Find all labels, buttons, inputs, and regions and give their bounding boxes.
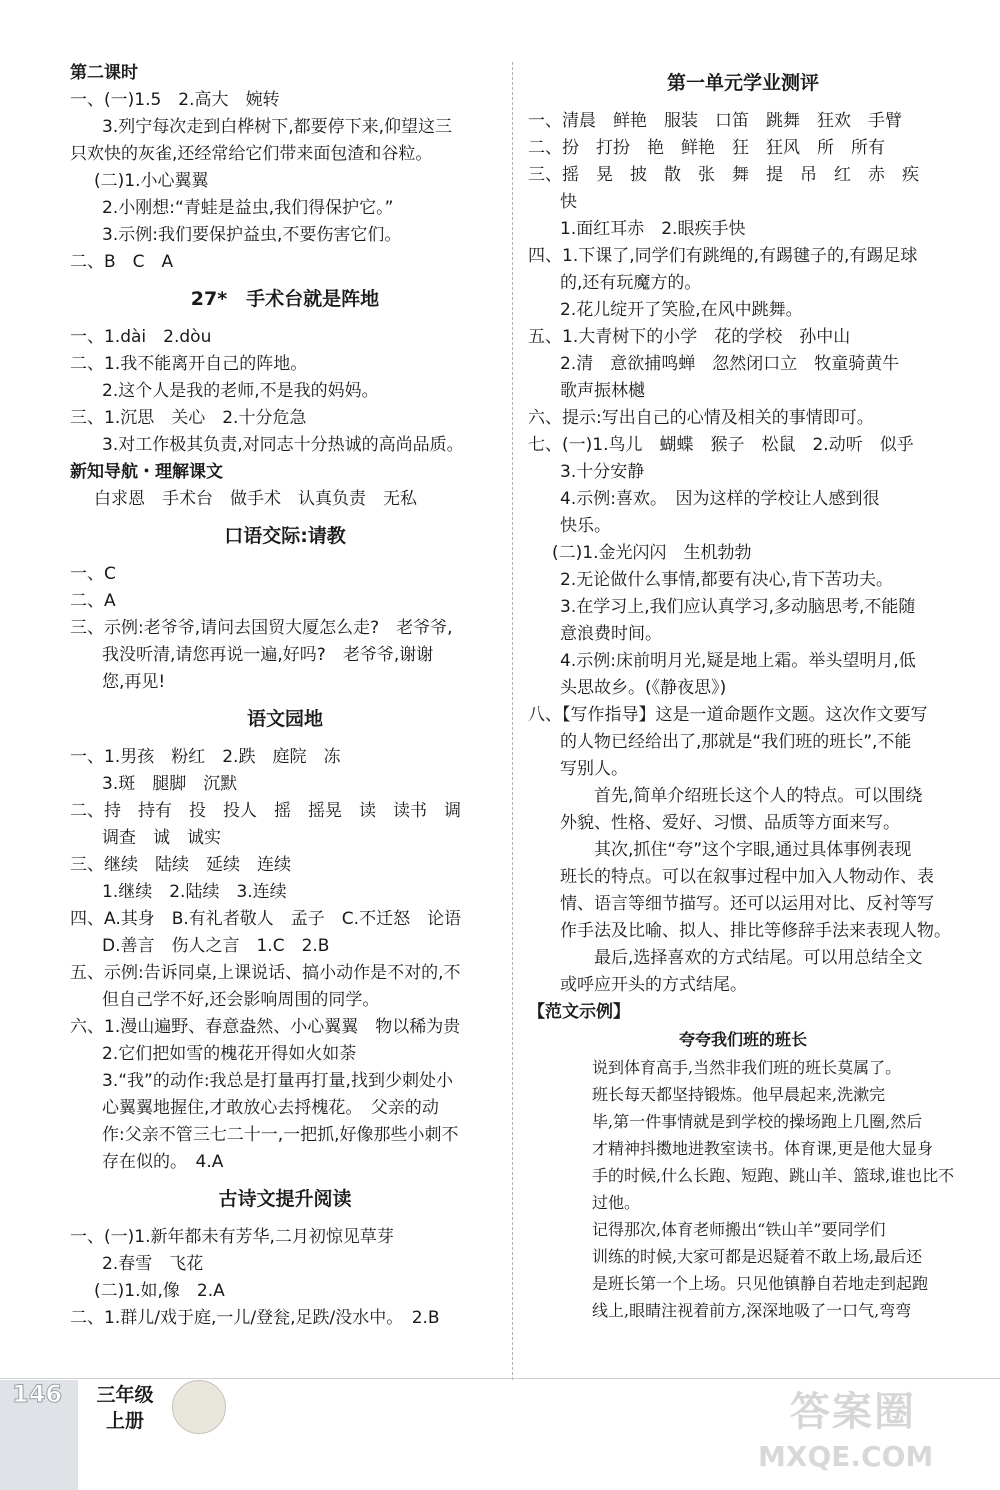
left-text-line: 2.它们把如雪的槐花开得如火如荼 — [102, 1044, 357, 1064]
right-text-line: 五、1.大青树下的小学 花的学校 孙中山 — [528, 327, 851, 347]
left-text-line: 三、示例:老爷爷,请问去国贸大厦怎么走? 老爷爷, — [70, 618, 453, 638]
column-divider — [512, 62, 513, 1380]
right-text-line: 3.在学习上,我们应认真学习,多动脑思考,不能随 — [560, 597, 916, 617]
left-column — [70, 60, 500, 1332]
left-text-line: 二、持 持有 投 投人 摇 摇晃 读 读书 调 — [70, 801, 461, 821]
left-text-line: 五、示例:告诉同桌,上课说话、搞小动作是不对的,不 — [70, 963, 461, 983]
left-text-line: 二、1.我不能离开自己的阵地。 — [70, 354, 308, 374]
watermark-url: MXQE.COM — [758, 1440, 934, 1473]
left-text-line: 三、1.沉思 关心 2.十分危急 — [70, 408, 307, 428]
right-text-line: 2.清 意欲捕鸣蝉 忽然闭口立 牧童骑黄牛 — [560, 354, 900, 374]
left-text-line: D.善言 伤人之言 1.C 2.B — [102, 936, 330, 956]
right-text-line: 或呼应开头的方式结尾。 — [560, 975, 747, 995]
right-text-line: 1.面红耳赤 2.眼疾手快 — [560, 219, 746, 239]
right-text-line: 的,还有玩魔方的。 — [560, 273, 702, 293]
grade-label — [82, 1382, 168, 1434]
right-text-line: 的人物已经给出了,那就是“我们班的班长”,不能 — [560, 732, 912, 752]
right-text-line: 班长每天都坚持锻炼。他早晨起来,洗漱完 — [592, 1085, 886, 1104]
right-text-line: 线上,眼睛注视着前方,深深地吸了一口气,弯弯 — [592, 1301, 912, 1320]
right-text-line: 说到体育高手,当然非我们班的班长莫属了。 — [592, 1058, 902, 1077]
right-text-line: 快乐。 — [560, 516, 611, 536]
watermark-logo: 答案圈 — [790, 1389, 916, 1435]
right-text-line: 作手法及比喻、拟人、排比等修辞手法来表现人物。 — [560, 921, 951, 941]
left-text-line: 二、B C A — [70, 252, 174, 272]
left-text-line: 3.对工作极其负责,对同志十分热诚的高尚品质。 — [102, 435, 464, 455]
left-text-line: (二)1.如,像 2.A — [94, 1281, 225, 1301]
right-text-line: 毕,第一件事情就是到学校的操场跑上几圈,然后 — [592, 1112, 923, 1131]
right-text-line: (二)1.金光闪闪 生机勃勃 — [552, 543, 752, 563]
right-text-line: 班长的特点。可以在叙事过程中加入人物动作、表 — [560, 867, 934, 887]
right-text-line: 过他。 — [592, 1193, 641, 1212]
left-text-line: 只欢快的灰雀,还经常给它们带来面包渣和谷粒。 — [70, 144, 433, 164]
right-text-line: 三、摇 晃 披 散 张 舞 提 吊 红 赤 疾 — [528, 165, 919, 185]
left-text-line: 1.继续 2.陆续 3.连续 — [102, 882, 287, 902]
left-text-line: 四、A.其身 B.有礼者敬人 孟子 C.不迁怒 论语 — [70, 909, 462, 929]
left-text-line: 语文园地 — [246, 708, 323, 730]
left-text-line: 一、(一)1.5 2.高大 婉转 — [70, 90, 280, 110]
left-text-line: 白求恩 手术台 做手术 认真负责 无私 — [94, 489, 417, 509]
right-text-line: 情、语言等细节描写。还可以运用对比、反衬等写 — [560, 894, 934, 914]
left-text-line: 3.列宁每次走到白桦树下,都要停下来,仰望这三 — [102, 117, 453, 137]
right-text-line: 头思故乡。(《静夜思》) — [560, 678, 727, 698]
left-text-line: (二)1.小心翼翼 — [94, 171, 209, 191]
right-text-line: 记得那次,体育老师搬出“铁山羊”要同学们 — [592, 1220, 886, 1239]
right-text-line: 4.示例:床前明月光,疑是地上霜。举头望明月,低 — [560, 651, 916, 671]
right-text-line: 手的时候,什么长跑、短跑、跳山羊、篮球,谁也比不 — [592, 1166, 955, 1185]
right-text-line: 【范文示例】 — [528, 1002, 630, 1022]
right-text-line: 训练的时候,大家可都是迟疑着不敢上场,最后还 — [592, 1247, 923, 1266]
left-text-line: 2.小刚想:“青蛙是益虫,我们得保护它。” — [102, 198, 394, 218]
right-text-line: 快 — [560, 192, 577, 212]
right-text-line: 4.示例:喜欢。 因为这样的学校让人感到很 — [560, 489, 880, 509]
right-text-line: 才精神抖擞地进教室读书。体育课,更是他大显身 — [592, 1139, 934, 1158]
right-text-line: 最后,选择喜欢的方式结尾。可以用总结全文 — [594, 948, 923, 968]
grade-text: 三年级 — [96, 1384, 154, 1406]
right-text-line: 第一单元学业测评 — [666, 72, 819, 94]
left-text-line: 但自己学不好,还会影响周围的同学。 — [102, 990, 380, 1010]
left-text-line: 第二课时 — [70, 63, 138, 83]
left-text-line: 六、1.漫山遍野、春意盎然、小心翼翼 物以稀为贵 — [70, 1017, 461, 1037]
right-text-line: 四、1.下课了,同学们有跳绳的,有踢毽子的,有踢足球 — [528, 246, 918, 266]
page-number: 146 — [12, 1380, 63, 1408]
right-text-line: 六、提示:写出自己的心情及相关的事情即可。 — [528, 408, 874, 428]
left-text-line: 2.春雪 飞花 — [102, 1254, 204, 1274]
right-text-line: 首先,简单介绍班长这个人的特点。可以围绕 — [594, 786, 923, 806]
right-text-line: 其次,抓住“夸”这个字眼,通过具体事例表现 — [594, 840, 912, 860]
right-text-line: 夸夸我们班的班长 — [678, 1030, 807, 1049]
volume-text: 上册 — [105, 1410, 144, 1432]
right-text-line: 八、【写作指导】这是一道命题作文题。这次作文要写 — [528, 705, 928, 725]
left-text-line: 一、C — [70, 564, 116, 584]
right-text-line: 外貌、性格、爱好、习惯、品质等方面来写。 — [560, 813, 900, 833]
left-text-line: 一、1.男孩 粉红 2.跌 庭院 冻 — [70, 747, 341, 767]
left-text-line: 3.“我”的动作:我总是打量再打量,找到少刺处小 — [102, 1071, 453, 1091]
left-text-line: 3.示例:我们要保护益虫,不要伤害它们。 — [102, 225, 402, 245]
right-text-line: 七、(一)1.鸟儿 蝴蝶 猴子 松鼠 2.动听 似乎 — [528, 435, 914, 455]
left-text-line: 心翼翼地握住,才敢放心去捋槐花。 父亲的动 — [102, 1098, 439, 1118]
left-text-line: 二、A — [70, 591, 116, 611]
right-text-line: 二、扮 打扮 艳 鲜艳 狂 狂风 所 所有 — [528, 138, 885, 158]
right-text-line: 写别人。 — [560, 759, 628, 779]
right-text-line: 2.花儿绽开了笑脸,在风中跳舞。 — [560, 300, 803, 320]
left-text-line: 您,再见! — [102, 672, 166, 692]
right-text-line: 歌声振林樾 — [560, 381, 645, 401]
footer-rule — [0, 1378, 1000, 1379]
left-text-line: 3.斑 腿脚 沉默 — [102, 774, 238, 794]
left-text-line: 我没听清,请您再说一遍,好吗? 老爷爷,谢谢 — [102, 645, 434, 665]
left-text-line: 一、1.dài 2.dòu — [70, 327, 212, 347]
left-text-line: 新知导航・理解课文 — [70, 462, 223, 482]
left-text-line: 口语交际:请教 — [224, 525, 346, 547]
left-text-line: 三、继续 陆续 延续 连续 — [70, 855, 291, 875]
right-text-line: 一、清晨 鲜艳 服装 口笛 跳舞 狂欢 手臂 — [528, 111, 902, 131]
left-text-line: 作:父亲不管三七二十一,一把抓,好像那些小刺不 — [102, 1125, 459, 1145]
right-text-line: 意浪费时间。 — [560, 624, 662, 644]
left-text-line: 古诗文提升阅读 — [218, 1188, 352, 1210]
right-text-line: 3.十分安静 — [560, 462, 645, 482]
left-text-line: 27* 手术台就是阵地 — [190, 288, 380, 310]
avatar — [172, 1380, 226, 1434]
right-text-line: 是班长第一个上场。只见他镇静自若地走到起跑 — [592, 1274, 929, 1293]
left-text-line: 二、1.群儿/戏于庭,一儿/登瓮,足跌/没水中。 2.B — [70, 1308, 440, 1328]
right-column — [528, 60, 958, 1323]
left-text-line: 调查 诚 诚实 — [102, 828, 221, 848]
left-text-line: 2.这个人是我的老师,不是我的妈妈。 — [102, 381, 379, 401]
left-text-line: 一、(一)1.新年都未有芳华,二月初惊见草芽 — [70, 1227, 394, 1247]
right-text-line: 2.无论做什么事情,都要有决心,肯下苦功夫。 — [560, 570, 894, 590]
left-text-line: 存在似的。 4.A — [102, 1152, 224, 1172]
